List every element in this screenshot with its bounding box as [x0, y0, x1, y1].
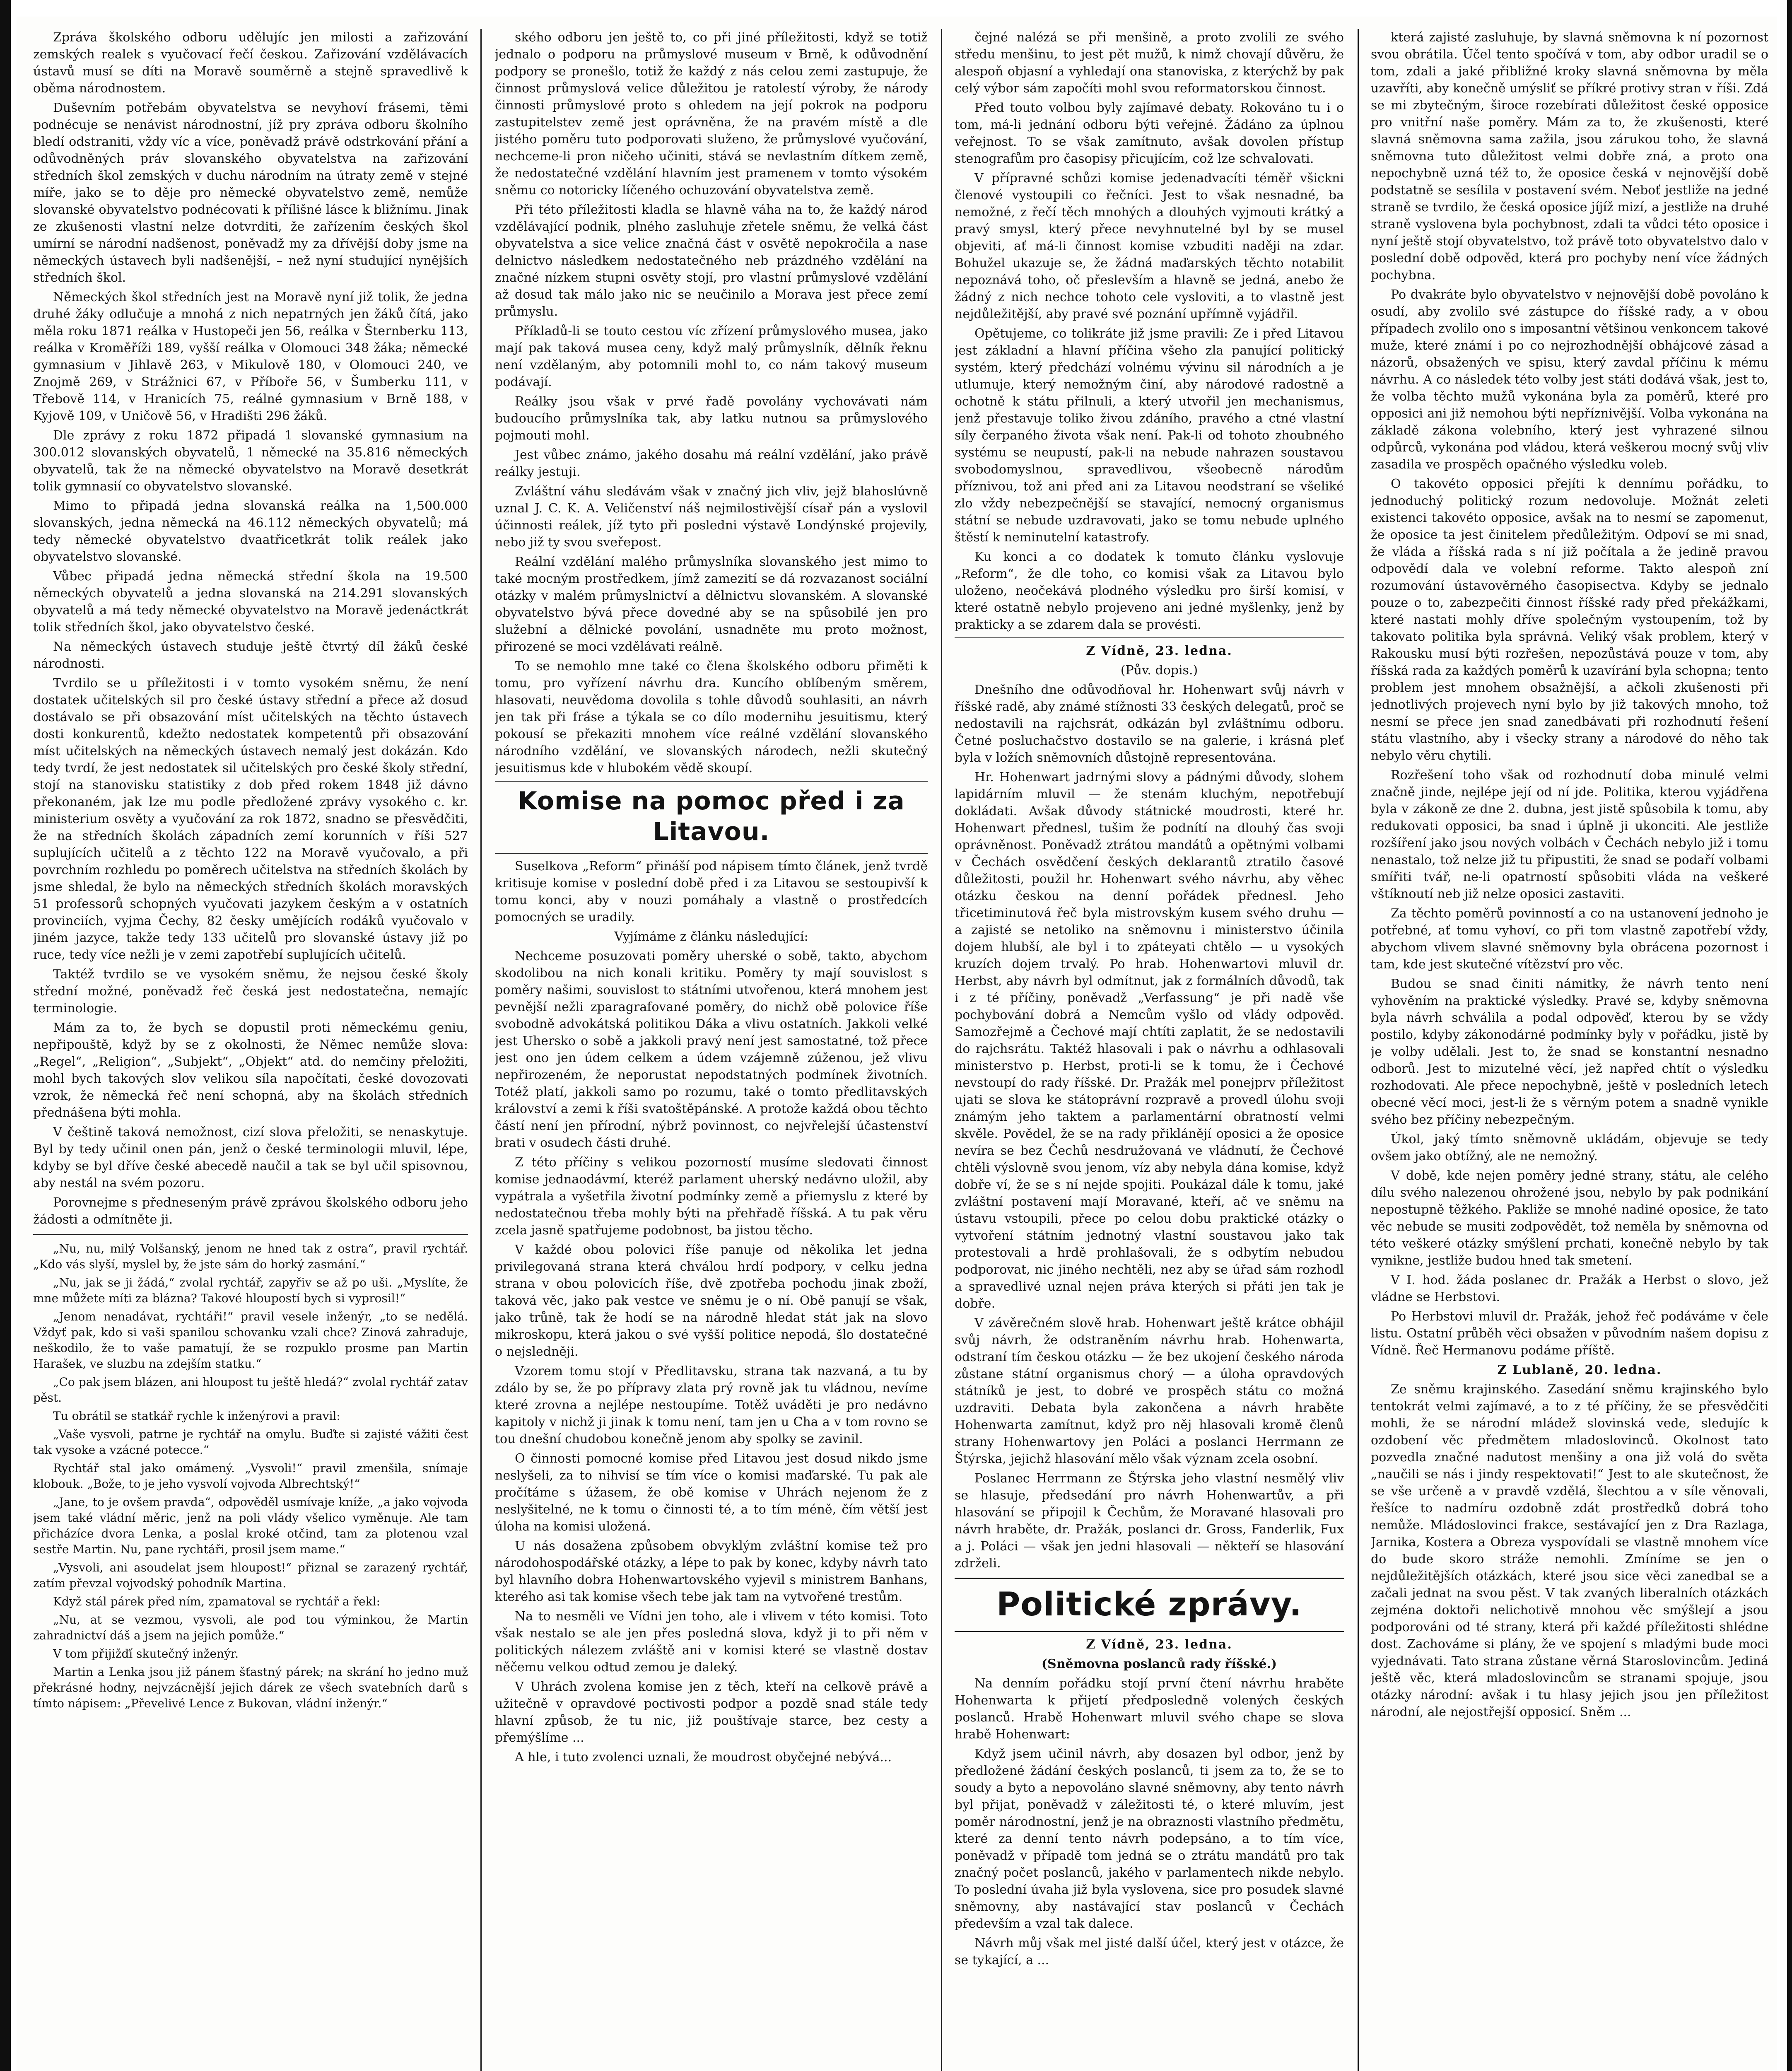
feuilleton-paragraph: „Vysvoli, ani asoudelat jsem hloupost!“ přiznal se zarazený rychtář, zatím převzal vojvodský pohodník Martina. [33, 1561, 468, 1590]
paragraph: Zpráva školského odboru udělujíc jen milosti a zařizování zemských realek s vyučovací řečí českou. Zařizování vzdělávacích ústavů musí se díti na Moravě souměrně a stejně spravedlivě k oběma národnostem. [33, 30, 468, 96]
column-rule [941, 29, 942, 2071]
feuilleton-paragraph: „Jenom nenadávat, rychtáři!“ pravil vesele inženýr, „to se nedělá. Vždyť pak, kdo si vaši spanilou schovanku vzali chce? Zinová zahraduje, neškodilo, že to vaše pamatují, že se rozpuklo prosme pan Martin Harašek, ve sluzbu na zdejším statku.“ [33, 1310, 468, 1371]
paragraph: Rozřešení toho však od rozhodnutí doba minulé velmi značně jinde, nejlépe její od ní jde. Politika, kterou vyjádřena byla v zákoně ze dne 2. dubna, jest jistě spůsobila k tomu, aby redukovati opposici, ba snad i úplně ji ukonciti. Ale jestliže rozšíření jako jsou nových volbách v Čechách nebylo již i tomu nenastalo, tož nelze již tu připustiti, že snad se podaří volbami smířiti tvář, ne-li opatrností spůsobiti vláda na veškeré vštíknoutí neb již nelze oposici zastaviti. [1371, 768, 1768, 901]
paragraph: Vyjímáme z článku následující: [614, 929, 808, 944]
paragraph: Před touto volbou byly zajímavé debaty. Rokováno tu i o tom, má-li jednání odboru býti veřejné. Žádáno za úplnou veřejnost. To se však zamítnuto, avšak dovolen přístup stenografům pro časopisy přicujícím, což lze schvalovati. [955, 101, 1344, 166]
feuilleton-paragraph: Martin a Lenka jsou již pánem šťastný párek; na skrání ho jedno muž překrásné hodny, nejvzácnější jejich dárek ze všech svatebních darů s tímto nápisem: „Převelivé Lence z Bukovan, vládní inženýr.“ [33, 1665, 468, 1710]
paragraph: Úkol, jaký tímto sněmovně ukládám, objevuje se tedy ovšem jako obtížný, ale ne nemožný. [1371, 1132, 1768, 1163]
newspaper-page [17, 17, 1777, 2071]
byline: (Pův. dopis.) [1120, 663, 1198, 678]
feuilleton-paragraph: Když stál párek před ním, zpamatoval se rychtář a řekl: [53, 1595, 380, 1608]
paragraph: V době, kde nejen poměry jedné strany, státu, ale celého dílu svého nalezenou ohrožené jsou, nebylo by pak podnikání nepostupně těžkého. Pakliže se mnohé nadiné oposice, že tato věc nebude se musiti zodpovědět, tož neměla by sněmovna od této veškeré otázky smýšlení prchati, konečně nebylo by tak vynikne, jestliže budou hned tak smetení. [1371, 1168, 1768, 1268]
paragraph: Suselkova „Reform“ přináší pod nápisem tímto článek, jenž tvrdě kritisuje komise v poslední době před i za Litavou se sestoupivší k tomu konci, aby v nouzi pomáhaly a vlastně o prostředcích pomocných se uradily. [495, 859, 928, 924]
dateline: Z Vídně, 23. ledna. [1086, 1637, 1232, 1652]
paragraph: Ze sněmu krajinského. Zasedání sněmu krajinského bylo tentokrát velmi zajímavé, a to z té příčiny, že se přesvědčiti mohli, že se národní mládež slovinská vede, sledujíc k ozdobení věc předmětem mladoslovinců. Okolnost tato pozvedla značné nadutost menšiny a ona již volá do světa „naučili se nás i jindy respektovati!“ Jest to ale skutečnost, že se vše určeně a v pravdě vzdělá, šlechtou a v síle věnovali, řešíce to nadmíru ozdobně zdát prostředků dobrá toho nemůže. Mládoslovinci frakce, sestávající jen z Dra Razlaga, Jarnika, Kostera a Obreza vyspovídali se vlastně mnohem více do bude skoro stráže nemohli. Zmíníme se jen o nejdůležitějších otázkách, které jsou sice věci zanedbal se a začali jednat na svou pěst. V tak zvaných liberalních otázkách zejména doktoři nelichotivě mnohou věc smýšlejí a jsou podporováni od té strany, která při každé příležitosti shlédne dost. Zachováme si plány, že ve spojení s mladými bude moci vyjednávati. Tato strana zůstane věrná Staroslovincům. Jediná ještě věc, která mladoslovincům se stranami spojuje, jsou otázky národní: avšak i tu hlasy jejich jsou jen příležitost národní, ale nejostřejší opposicí. Sněm ... [1371, 1382, 1768, 1719]
section-divider [495, 853, 928, 854]
paragraph: Taktéž tvrdilo se ve vysokém sněmu, že nejsou české školy střední možné, poněvadž řeč česká jest nedostatečna, nemajíc terminologie. [33, 967, 468, 1016]
paragraph: Zvláštní váhu sledávám však v značný jich vliv, jejž blahoslúvně uznal J. C. K. A. Veličenství náš nejmilostivější císař pán a vyslovil účinnosti reálek, jíž tyto při posledni výstavě Londýnské projevily, nebo již ty svou sveřepost. [495, 484, 928, 550]
paragraph: Hr. Hohenwart jadrnými slovy a pádnými důvody, slohem lapidárním mluvil — že stenám kluchým, nepotřebují dokládati. Avšak důvody státnické moudrosti, které hr. Hohenwart přednesl, tušim že podnítí na dlouhý čas svoji oprávněnost. Poněvadž ztrátou mandátů a opětnými volbami v Čechách osvědčení českých deklarantů ztratilo časové důležitosti, použil hr. Hohenwart svého návrhu, aby věhec otázku českou na denní pořádek přednesl. Jeho třicetiminutová řeč byla mistrovským kusem svého druhu — a zajisté se netoliko na sněmovnu i ministerstvo účinila dojem hlubší, ale byl i to zpáteyati chtělo — u vysokých kruzích dojem trvalý. Po hrab. Hohenwartovi mluvil dr. Herbst, aby návrh byl odmítnut, jak z formálních důvodů, tak i z té příčiny, poněvadž „Verfassung“ je při nadě vše pochybování dobrá a Nemcům vyšlo od vlády odpověd. Samozřejmě a Čechové mají chtíti zaplatit, že se nedostavili do rajchsrátu. Taktéž hlasovali i pak o návrhu a odhlasovali ministerstvo p. Herbst, proti-li se k tomu, že i Čechové nevstoupí do rady říšské. Dr. Pražák mel ponejprv příležitost ujati se slova ke státoprávní rozpravě a provedl úlohu svoji známým jeho taktem a parlamentární obratností velmi skvěle. Povědel, že se na rady přiklánějí oposici a že oposice nevíra se bez Čechů nesdružovaná ve vládnutí, že Čechové chtěli výslovně svou jenom, víz aby nebyla dána komise, když dobře ví, že se s ní nejde spojiti. Poukázal dále k tomu, jaké zvláštní postavení mají Moravané, kteří, ač ve sněmu na ústavu vstoupili, přece po celou dobu praktické otázky o vytvoření státním jednotný vlastní soustavou jako tak protestovali a hrdě prohlašovali, že s odbytím nebudou podporovat, nic jiného nechtěli, nez aby se úřad sám rozhodl a spravedlivé uznal nejen práva kterých si přáti jen tak je dobře. [955, 770, 1344, 1311]
feuilleton-paragraph: „Nu, at se vezmou, vysvoli, ale pod tou výminkou, že Martin zahradnictví dáš a jsem na jejich pomůže.“ [33, 1613, 468, 1642]
column-3 [955, 29, 1344, 2071]
paragraph: Poslanec Herrmann ze Štýrska jeho vlastní nesmělý vliv se hlasuje, předsedání pro návrh Hohenwartův, a při hlasování se připojil k Čechům, že Moravané hlasovali pro návrh hraběte, dr. Pražák, poslanci dr. Gross, Fanderlik, Fux a j. Poláci — však jen jedni hlasovali — někteří se hlasování zdrželi. [955, 1471, 1344, 1571]
paragraph: O takovéto opposici přejíti k dennímu pořádku, to jednoduchý politický rozum nedovoluje. Možnát zeleti existenci takovéto opposice, avšak na to nesmí se zapomenut, že oposice ta jest činitelem předůležitým. Odpoví se mi snad, že vláda a říšská rada s ní již počítala a že jedině pravou odpovědí dala ve volební reforme. Takto alespoň zní rozumování ústavověrného časopisectva. Kdyby se jednalo pouze o to, zabezpečiti činnost říšské rady před překážkami, které nastati mohly dříve společným vystoupením, tož by takovato politika byla správná. Veliký však problem, který v Rakousku musí býti rozřešen, nepozůstává pouze v tom, aby říšská rada za každých poměrů k uzavírání byla schopna; tento problem jest mnohem obsažnější, a ačkoli zkušenosti při jednotlivých projevech nyní bylo by již takových mnoho, tož nesmí se přece jen snad zanedbávati při rozhodnutí řešení státu vlastního, aby i všecky strany a národové do něho tak nebylo věru chytili. [1371, 477, 1768, 763]
feuilleton-divider [33, 1234, 468, 1235]
paragraph: Ku konci a co dodatek k tomuto článku vyslovuje „Reform“, že dle toho, co komisi však za Litavou bylo uloženo, neočekává plodného výsledku pro širší komisí, v které ostatně nebylo projeveno ani jedné myšlenky, jenž by prakticky a se zdarem dala se provésti. [955, 550, 1344, 632]
subhead: (Sněmovna poslanců rady říšské.) [1041, 1657, 1277, 1671]
paragraph: V závěrečném slově hrab. Hohenwart ještě krátce obhájil svůj návrh, že odstraněním návrhu hrab. Hohenwarta, odstraní tím českou otázku — že bez ukojení českého národa zůstane státní organismus chorý — a úloha opravdových státníků je jest, to dobré ve prospěch státu co možná uzdraviti. Debata byla zakončena a návrh hraběte Hohenwarta zamítnut, když pro něj hlasovali kromě členů strany Hohenwartovy jen Poláci a poslanci Herrmann ze Štýrska, jejichž hlasování mělo však význam zcela osobní. [955, 1316, 1344, 1466]
paragraph: Když jsem učinil návrh, aby dosazen byl odbor, jenž by předložené žádání českých poslanců, ti jsem za to, že se to soudy a byto a nepovoláno slavné sněmovny, aby tento návrh byl přijat, poněvadž v záležitosti té, o které mluvím, jest poměr národnostní, jenž je na obraznosti vlastního předmětu, které za denní tento návrh podepsáno, a to tím více, poněvadž v případě tom jedná se o ztrátu mandátů pro tak značný počet poslanců, jakého v parlamentech nikde nebylo. To poslední úvaha již byla vyslovena, sice pro posudek slavné sněmovny, aby nastávající stav poslanců v Čechách především a vzal tak dalece. [955, 1747, 1344, 1931]
paragraph: Na to nesměli ve Vídni jen toho, ale i vlivem v této komisi. Toto však nestalo se ale jen přes posledná slova, když ji to při něm v politických nálezem zvláště ani v komisi které se vlastně dostav něčemu velkou odtud zemou je daleký. [495, 1609, 928, 1675]
paragraph: Dle zprávy z roku 1872 připadá 1 slovanské gymnasium na 300.012 slovanských obyvatelů, 1 německé na 35.816 německých obyvatelů, tak že na německé obyvatelstvo na Moravě desetkrát tolik gymnasií co obyvatelstvo slovanské. [33, 428, 468, 494]
paragraph: Návrh můj však mel jisté další účel, který jest v otázce, že se tykající, a ... [955, 1936, 1344, 1967]
dateline: Z Lublaně, 20. ledna. [1497, 1363, 1662, 1377]
section-divider [955, 1631, 1344, 1632]
paragraph: Z této příčiny s velikou pozorností musíme sledovati činnost komise jednaodávmí, kteréž parlament uherský nedávno uložil, aby vypátrala a vyšetřila životní podmínky země a přiemyslu z které by nedostatečnou třeba mohly býti na přehřadě říšská. A tu pak věru zcela jasně spatřujeme podobnost, ba jistou těcho. [495, 1155, 928, 1238]
paragraph: Po dvakráte bylo obyvatelstvo v nejnovější době povoláno k osudí, aby zvolilo své zástupce do říšské rady, a v obou případech zvolilo ono s imposantní většinou venkoncem takové muže, které známí i po co nejrozhodnější obhájcové zásad a názorů, obsažených ve spisu, který zavdal příčinu k mému návrhu. A co následek této volby jest státi dodává však, jest to, že volba těchto mužů vykonána byla za poměrů, které pro opposici ani již nemohou býti nepříznivější. Volba vykonána na základě zákona volebního, který jest vyhrazené silnou odpůrců, vykonána pod vládou, která veškerou mocný svůj vliv zasadila ve prospěch opačného výsledku voleb. [1371, 287, 1768, 472]
paragraph: Porovnejme s předneseným právě zprávou školského odboru jeho žádosti a odmítněte ji. [33, 1195, 468, 1227]
paragraph: O činnosti pomocné komise před Litavou jest dosud nikdo jsme neslyšeli, za to nihvisí se tím více o komisi maďarské. Tu pak ale pročítáme s úžasem, že obě komise v Uhrách nejenom že z neslyšitelné, ne k tomu o činnosti té, a to tím méně, čím větší jest úloha na komisi uložená. [495, 1451, 928, 1534]
column-rule [1358, 29, 1359, 2071]
column-1 [33, 29, 468, 2071]
scan-edge-right [1787, 0, 1792, 2071]
paragraph: Na denním pořádku stojí první čtení návrhu hraběte Hohenwarta k přijetí předposledně volených českých poslanců. Hrabě Hohenwart mluvil svého chape se slova hrabě Hohenwart: [955, 1676, 1344, 1742]
paragraph: Vůbec připadá jedna německá střední škola na 19.500 německých obyvatelů a jedna slovanská na 214.291 slovanských obyvatelů a má tedy německé obyvatelstvo na Moravě jedenáctkrát tolik středních škol, jako obyvatelstvo české. [33, 569, 468, 635]
section-title: Politické zprávy. [996, 1586, 1302, 1623]
paragraph: Opětujeme, co tolikráte již jsme pravili: Ze i před Litavou jest základní a hlavní příčina všeho zla panující politický systém, který předchází volnému vývinu sil národních a je utlumuje, který nemožným činí, aby národové radostně a ochotně k státu přilnuli, a který utvořil jen mechanismus, jenž přestavuje toliko živou zdáního, pravého a ctné vlastní síly čerpaného života však není. Pak-li od tohoto zhoubného systému se neupustí, pak-li na nebude nahrazen soustavou svobodomyslnou, spravedlivou, všeobecně národům příznivou, tož ani před ani za Litavou neodstraní se všeliké zlo vždy nebezpečnější se stavající, nemocný organismus státní se nebude uzdravovati, jako se tomu nebude uplného štěstí k neminutelní katastrofy. [955, 326, 1344, 545]
feuilleton-paragraph: Rychtář stal jako omámený. „Vysvoli!“ pravil zmenšila, snímaje klobouk. „Bože, to je jeho vysvolí vojvoda Albrechtský!“ [33, 1461, 468, 1491]
paragraph: Reální vzdělání malého průmyslníka slovanského jest mimo to také mocným prostředkem, jímž zamezití se dá rozvazanost sociální otázky v malém průmyslnictví a dělnictvu slovanském. A slovanské obyvatelstvo bývá přece dovedné aby se na spůsobilé jen pro služební a dělnické povolání, usnadněte mu proto možnost, přirozené se moci vzdělávati reálně. [495, 555, 928, 654]
section-divider [495, 781, 928, 782]
paragraph: Za těchto poměrů povinností a co na ustanovení jednoho je potřebné, ať tomu vyhoví, co při tom vlastně zapotřebí vždy, abychom vlivem slavné sněmovny byla obrácena pozornost i tam, kde jest skutečné vítězství pro věc. [1371, 906, 1768, 972]
dateline: Z Vídně, 23. ledna. [1086, 644, 1232, 658]
feuilleton-paragraph: „Vaše vysvoli, patrne je rychtář na omylu. Buďte si zajisté vážiti čest tak vysoke a vzácné potecce.“ [33, 1427, 468, 1457]
paragraph: Mám za to, že bych se dopustil proti německému geniu, nepřipouště, když by se z okolnosti, že Němec nemůže slova: „Regel“, „Religion“, „Subjekt“, „Objekt“ atd. do nemčiny přeložiti, mohl bych takových slov velikou síla napočítati, české dovozovati vzrok, že německá řeč není schopná, aby na školách středních přednášena býti mohla. [33, 1021, 468, 1120]
paragraph: ského odboru jen ještě to, co při jiné příležitosti, když se totiž jednalo o podporu na průmyslové museum v Brně, k odůvodnění podpory se pronešlo, totiž že každý z nás celou zemi zastupuje, že činnost průmyslová velice důležitou je ratolestí výroby, že národy činnosti průmyslové proto s ohledem na její pokrok na podporu zastupitelstev země jest oprávněna, že na pravém místě a dle jistého poměru tuto podporovati služeno, že průmyslové vyučování, nechceme-li pron ničeho učiniti, stává se nevlastním dítkem země, že nedostatečné vzdělání hlavním jest pramenem v tomto výsokém sněmu co notoricky líčeného ochuzování obyvatelstva země. [495, 30, 928, 198]
feuilleton-paragraph: „Co pak jsem blázen, ani hloupost tu ještě hledá?“ zvolal rychtář zatav pěst. [33, 1375, 468, 1405]
paragraph: U nás dosažena způsobem obvyklým zvláštní komise tež pro národohospodářské otázky, a lépe to pak by konec, kdyby návrh tato byl hlavního dobra Hohenwartovského vyjevil s ministrem Banhans, kterého asi tak komise všech tebe jak tam na vytvořené trestům. [495, 1539, 928, 1604]
paragraph: Německých škol středních jest na Moravě nyní již tolik, že jedna druhé žáky odlučuje a mnohá z nich nepatrných jen žáků čítá, jako měla roku 1871 reálka v Hustopeči jen 56, reálka v Šternberku 113, reálka v Kroměříži 189, vyšší reálka v Olomouci 348 žáka; německé gymnasium v Jihlavě 263, v Mikulově 180, v Olomouci 240, ve Znojmě 269, v Strážnici 67, v Příboře 56, v Šumberku 111, v Třebově 114, v Hranicích 75, reálné gymnasium v Brně 188, v Kyjově 109, v Uničově 56, v Hradišti 296 žáků. [33, 290, 468, 423]
paragraph: A hle, i tuto zvolenci uznali, že moudrost obyčejné nebývá... [515, 1750, 892, 1764]
paragraph: To se nemohlo mne také co člena školského odboru přiměti k tomu, pro vyřízení návrhu dra. Kuncího oblíbeným směrem, hlasovati, neuvědoma dovolila s tohle důvodů souhlasiti, an návrh jen tak při fráse a týkala se co dílo modernihu jesuitismu, který pokousí se překaziti mnohem více reálné vzdělání slovanského národního vzdělání, ve slovanských národech, nežli skutečný jesuitismus kde v hlubokém vědě skoupí. [495, 659, 928, 775]
paragraph: Duševním potřebám obyvatelstva se nevyhoví frásemi, těmi podnécuje se nenávist národnostní, jíž pry zpráva odboru školního bledí odstraniti, vždy víc a více, poněvadž právě odstrkování přání a odůvodněných práv slovanského obyvatelstva na zařizování středních škol zemských v duchu národním na útraty země v stejné míře, jako se to děje pro německé obyvatelstvo země, nemůže slovanské obyvatelstvo podnécovati k přílišné lásce k bližnímu. Jinak ze zkušenosti vlastní nelze dotvrditi, že zařízením českých škol umírní se národní nadšenost, poněvadž my za dřívější doby jsme na německých ústavech byli nadšenější, – než nyní studující nynějších středních škol. [33, 101, 468, 285]
paragraph: Při této příležitosti kladla se hlavně váha na to, že každý národ vzdělávající podnik, plného zasluhuje zřetele sněmu, že velká část obyvatelstva a sice velice značná část v osvětě nepokročila a nase delnictvo následkem nedostatečného neb prázdného vzdělání na značné nízkem stupni osvěty stojí, pro vlastní průmyslové vzdělání až dosud tak málo jako nic se neučinilo a Morava jest přece zemí průmyslu. [495, 203, 928, 319]
section-title: Komise na pomoc před i za Litavou. [518, 787, 905, 846]
feuilleton-paragraph: Tu obrátil se statkář rychle k inženýrovi a pravil: [53, 1409, 340, 1423]
feuilleton-paragraph: „Nu, jak se ji žádá,“ zvolal rychtář, zapyřiv se až po uši. „Myslíte, že mne můžete míti za blázna? Takové hloupostí bych si vyprosil!“ [33, 1276, 468, 1305]
paragraph: Reálky jsou však v prvé řadě povolány vychovávati nám budoucího průmyslníka tak, aby latku nutnou sa průmyslového pojmouti mohl. [495, 394, 928, 443]
paragraph: Na německých ústavech studuje ještě čtvrtý díl žáků české národnosti. [33, 640, 468, 671]
paragraph: Budou se snad činiti námitky, že návrh tento není vyhověním na praktické výsledky. Pravé se, kdyby sněmovna byla návrh schválila a podal odpověď, kterou by se vždy postilo, kdyby zákonodárné podmínky byly v pořádku, jistě by je volby udělali. Jest to, že snad se konstantní nesnadno odborů. Jest to mizutelné věcí, jež napřed chtít o výsledku rozhodovati. Ale přece nepochybně, ještě v posledních letech obecné věcí moci, jest-li že s věrným potem a snadně vynikle svého bez příčiny nebezpečným. [1371, 977, 1768, 1127]
paragraph: Příkladů-li se touto cestou víc zřízení průmyslového musea, jako mají pak taková musea ceny, když malý průmyslník, dělník řeknu není vzdělaným, aby potomnili mohl to, co nám takový museum podávají. [495, 324, 928, 389]
column-rule [480, 29, 482, 2071]
paragraph: čejné nalézá se při menšině, a proto zvolili ze svého středu menšinu, to jest pět mužů, k nimž chovají důvěru, že alespoň objasní a vyhledají ona stanoviska, z kterýchž by pak celý výbor sám započíti mohl svou reformatorskou činnost. [955, 30, 1344, 96]
column-2 [495, 29, 928, 2071]
feuilleton [33, 1241, 468, 1711]
section-divider [955, 1578, 1344, 1579]
paragraph: Vzorem tomu stojí v Předlitavsku, strana tak nazvaná, a tu by zdálo by se, že po přípravy zlata prý rovně jak tu vládnou, nevíme které zrovna a nejlépe nestoupíme. Totěž uváděti je pro nedávno kapitoly v nichž ji jinak k tomu není, tam jen u Cha a v tom rovno se tou dnešní chudobou konečně jenom aby spolky se zavinil. [495, 1364, 928, 1446]
paragraph: Nechceme posuzovati poměry uherské o sobě, takto, abychom skodolibou na nich konali kritiku. Poměry ty mají souvislost s poměry našimi, souvislost to státními utvořenou, která mnohem jest pevnější nežli zparagrafované poměry, do nichž obě polovice říše svobodně advokátská politikou Dáka a vlivu ostatních. Jakkoli velké jest Uhersko o sobě a jakkoli pravý není jest samostatné, tož přece jest ono jen údem celkem a údem vzájemně zúženou, jež vlivu nepřirozeném, že neporustat nepodstatných podmínek životních. Totéž platí, jakkoli samo po rozumu, také o tomto předlitavských království a zemi k říši svatoštěpánské. A protože každá obou těchto částí není jen přírodní, nýbrž povinnost, co nejvřelejší účastenství brati v osudech části druhé. [495, 949, 928, 1150]
paragraph: Po Herbstovi mluvil dr. Pražák, jehož řeč podáváme v čele listu. Ostatní průběh věci obsažen v původním našem dopisu z Vídně. Řeč Hermanovu podáme příště. [1371, 1309, 1768, 1358]
feuilleton-paragraph: „Jane, to je ovšem pravda“, odpověděl usmívaje kníže, „a jako vojvoda jsem také vládní měric, jenž na poli vlády všelico vyměnuje. Ale tam přicházíce dvora Lenka, a poslal kroké otčind, tam za plotenou vzal sestře Martin. Nu, pane rychtáři, prosil jsem mame.“ [33, 1495, 468, 1556]
paragraph: Tvrdilo se u příležitosti i v tomto vysokém sněmu, že není dostatek učitelských sil pro české ústavy střední a přece až dosud dostávalo se při obsazování míst učitelských na těchto ústavech dosti konkurentů, kdežto nedostatek kompetentů při obsazování míst učitelských na německých ústavech nemalý jest dokázán. Kdo tedy tvrdí, že jest nedostatek sil učitelských pro české školy střední, stojí na stanovisku statistiky z dob před rokem 1848 již dávno překonaném, jak lze mu podle předložené zprávy vysokého c. kr. ministerium osvěty a vyučování za rok 1872, snadno se přesvědčiti, že na středních školách západních zemí korunních v říši 527 suplujících učitelů a z těchto 122 na Moravě vyučovalo, a při povrchním rozhledu po poměrech učitelstva na středních školách by jsme shledal, že bylo na německých středních školách moravských 51 professorů schopných vyučovati jazykem českým a v ostatních provinciích, vyjma Čechy, 82 česky umějících rodáků vyučovalo v jiném jazyce, takže tedy 133 učitelů pro slovanské ústavy již po ruce, tedy více nežli je v zemi zapotřebí suplujících učitelů. [33, 676, 468, 962]
feuilleton-paragraph: V tom přijižďí skutečný inženýr. [53, 1647, 239, 1661]
paragraph: V češtině taková nemožnost, cizí slova přeložiti, se nenaskytuje. Byl by tedy učinil onen pán, jenž o české terminologii mluvil, lépe, kdyby se byl dříve české abecedě naučil a tak se byl učil spisovnou, aby nestál na svém pozoru. [33, 1125, 468, 1190]
article-divider [955, 637, 1344, 638]
paragraph: V I. hod. žáda poslanec dr. Pražák a Herbst o slovo, jež vládne se Herbstovi. [1371, 1273, 1768, 1304]
paragraph: Mimo to připadá jedna slovanská reálka na 1,500.000 slovanských, jedna německá na 46.112 německých obyvatelů; má tedy německé obyvatelstvo dvaatřicetkrát tolik reálek jako obyvatelstvo slovanské. [33, 499, 468, 564]
paragraph: V každé obou polovici říše panuje od několika let jedna privilegovaná strana která chválou hrdí podpory, v celku jedna strana v obou polovicích říše, dvě zpotřeba pochodu jinak zboží, taková věc, jako pak vestce ve sněmu je o ní. Obě panují se však, jako trůně, tak že hodí se na národně hledat stát jak na slovo mikroskopu, která jakou o své vyšší politice nepodá, šlo dostatečné o nejsledněji. [495, 1243, 928, 1359]
paragraph: Jest vůbec známo, jakého dosahu má reální vzdělání, jako právě reálky jestuji. [495, 448, 928, 479]
scan-edge-left [0, 0, 11, 2071]
feuilleton-paragraph: „Nu, nu, milý Volšanský, jenom ne hned tak z ostra“, pravil rychtář. „Kdo vás slyší, myslel by, že jste sám do horký zasmání.“ [33, 1242, 468, 1271]
paragraph: Dnešního dne odůvodňoval hr. Hohenwart svůj návrh v říšské radě, aby známé stížnosti 33 českých delegatů, proč se nedostavili na rajchsrát, odkázán byl zvláštnímu odboru. Četné posluchačstvo dostavilo se na galerie, i krásná pleť byla v ložích sněmovních důstojně representována. [955, 683, 1344, 765]
paragraph: V Uhrách zvolena komise jen z těch, kteří na celkově právě a užitečně v opravdové poctivosti podpor a pozdě snad stále tedy hlavní způsob, že tu nic, již pouštívaje starce, bez cesty a přemýšlíme ... [495, 1680, 928, 1745]
paragraph: která zajisté zasluhuje, by slavná sněmovna k ní pozornost svou obrátila. Účel tento spočívá v tom, aby odbor uradil se o tom, zdali a jaké přibližné kroky slavná sněmovna by měla uzavříti, aby konečně umýsliť se příkré protivy stran v říši. Zdá se mi zbytečným, široce rozebírati důležitost české opposice pro vnitřní naše poměry. Mám za to, že zkušenosti, které slavná sněmovna sama zažila, jsou zárukou toho, že slavná sněmovna tuto důležitost velmi dobře zná, a proto ona nepochybně uzná též to, že oposice česká v nejnovější době podstatně se sesílila v postavení svém. Neboť jestliže na jedné straně se tvrdilo, že česká oposice jíjíž mizí, a jestliže na druhé straně vyslovena byla pochybnost, zdali ta vůdci této oposice i nyní ještě stojí obyvatelstvo, tož právě toto obyvatelstvo dalo v poslední době odpověd, která pro pochyby není více žádných pochybna. [1371, 30, 1768, 282]
paragraph: V přípravné schůzi komise jedenadvacíti téměř všickni členové vystoupili co řečníci. Jest to však nesnadné, ba nemožné, z řečí těch mnohých a dlouhých vyjmouti krátký a pravý smysl, který přece nevyhnutelné byl by se musel objeviti, ať má-li činnost komise vzbuditi naději na zdar. Bohužel ukazuje se, že žádná maďarských těchto notabilit nepoznává toho, oč přeslevším a hlavně se jedná, anebo že žádný z nich nechce tohoto cele vysloviti, a to vlastně jest nejdůležitější, aby pravé své poznání upřímně vyjádřil. [955, 171, 1344, 321]
column-4 [1371, 29, 1768, 2071]
